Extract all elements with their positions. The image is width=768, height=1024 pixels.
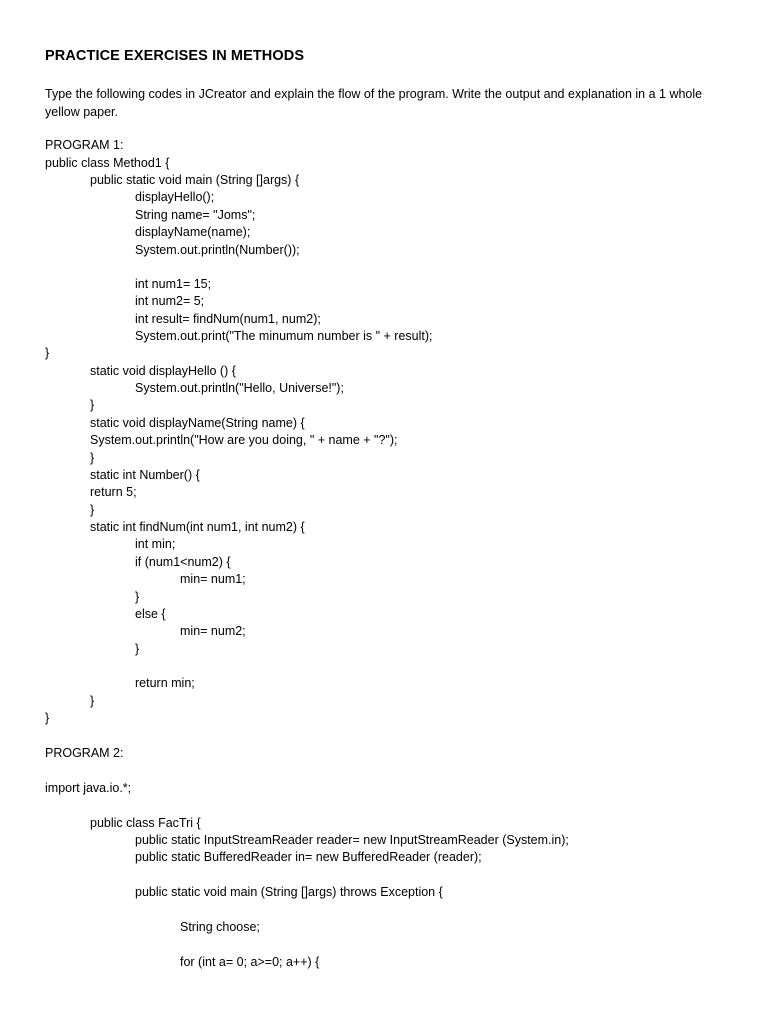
code-line: } xyxy=(135,642,140,656)
code-line: } xyxy=(90,451,95,465)
program2-heading: PROGRAM 2: xyxy=(45,746,124,760)
code-line: String name= "Joms"; xyxy=(135,208,256,222)
code-line: if (num1<num2) { xyxy=(135,555,231,569)
code-line: displayHello(); xyxy=(135,190,215,204)
code-line: System.out.print("The minumum number is " + result); xyxy=(135,329,433,343)
code-line: static void displayHello () { xyxy=(90,364,236,378)
code-line: static int findNum(int num1, int num2) { xyxy=(90,520,305,534)
code-line: public class FacTri { xyxy=(90,816,201,830)
code-line: } xyxy=(90,398,95,412)
code-line: int result= findNum(num1, num2); xyxy=(135,312,321,326)
code-line: for (int a= 0; a>=0; a++) { xyxy=(180,955,320,969)
code-line: public static BufferedReader in= new BufferedReader (reader); xyxy=(135,850,482,864)
code-line: } xyxy=(45,711,50,725)
code-line: String choose; xyxy=(180,920,260,934)
code-line: public static InputStreamReader reader= new InputStreamReader (System.in); xyxy=(135,833,569,847)
program1-heading: PROGRAM 1: xyxy=(45,138,124,152)
page-title: PRACTICE EXERCISES IN METHODS xyxy=(45,48,305,64)
code-line: System.out.println("Hello, Universe!"); xyxy=(135,381,344,395)
instructions-paragraph: Type the following codes in JCreator and explain the flow of the program. Write the output and explanation in a 1 whole yellow paper. xyxy=(45,87,703,119)
code-line: } xyxy=(90,503,95,517)
code-line: int num1= 15; xyxy=(135,277,212,291)
code-line: int num2= 5; xyxy=(135,294,205,308)
code-line: min= num1; xyxy=(180,572,246,586)
code-line: public static void main (String []args) { xyxy=(90,173,300,187)
code-line: static void displayName(String name) { xyxy=(90,416,305,430)
code-line: displayName(name); xyxy=(135,225,251,239)
code-line: static int Number() { xyxy=(90,468,200,482)
code-line: } xyxy=(135,590,140,604)
code-line: int min; xyxy=(135,537,176,551)
code-line: return min; xyxy=(135,676,195,690)
code-line: System.out.println(Number()); xyxy=(135,243,300,257)
code-line: public class Method1 { xyxy=(45,156,170,170)
code-line: import java.io.*; xyxy=(45,781,132,795)
code-line: System.out.println("How are you doing, " + name + "?"); xyxy=(90,433,398,447)
code-line: return 5; xyxy=(90,485,137,499)
code-line: min= num2; xyxy=(180,624,246,638)
code-line: } xyxy=(45,346,50,360)
code-line: public static void main (String []args) throws Exception { xyxy=(135,885,443,899)
code-line: } xyxy=(90,694,95,708)
code-line: else { xyxy=(135,607,166,621)
